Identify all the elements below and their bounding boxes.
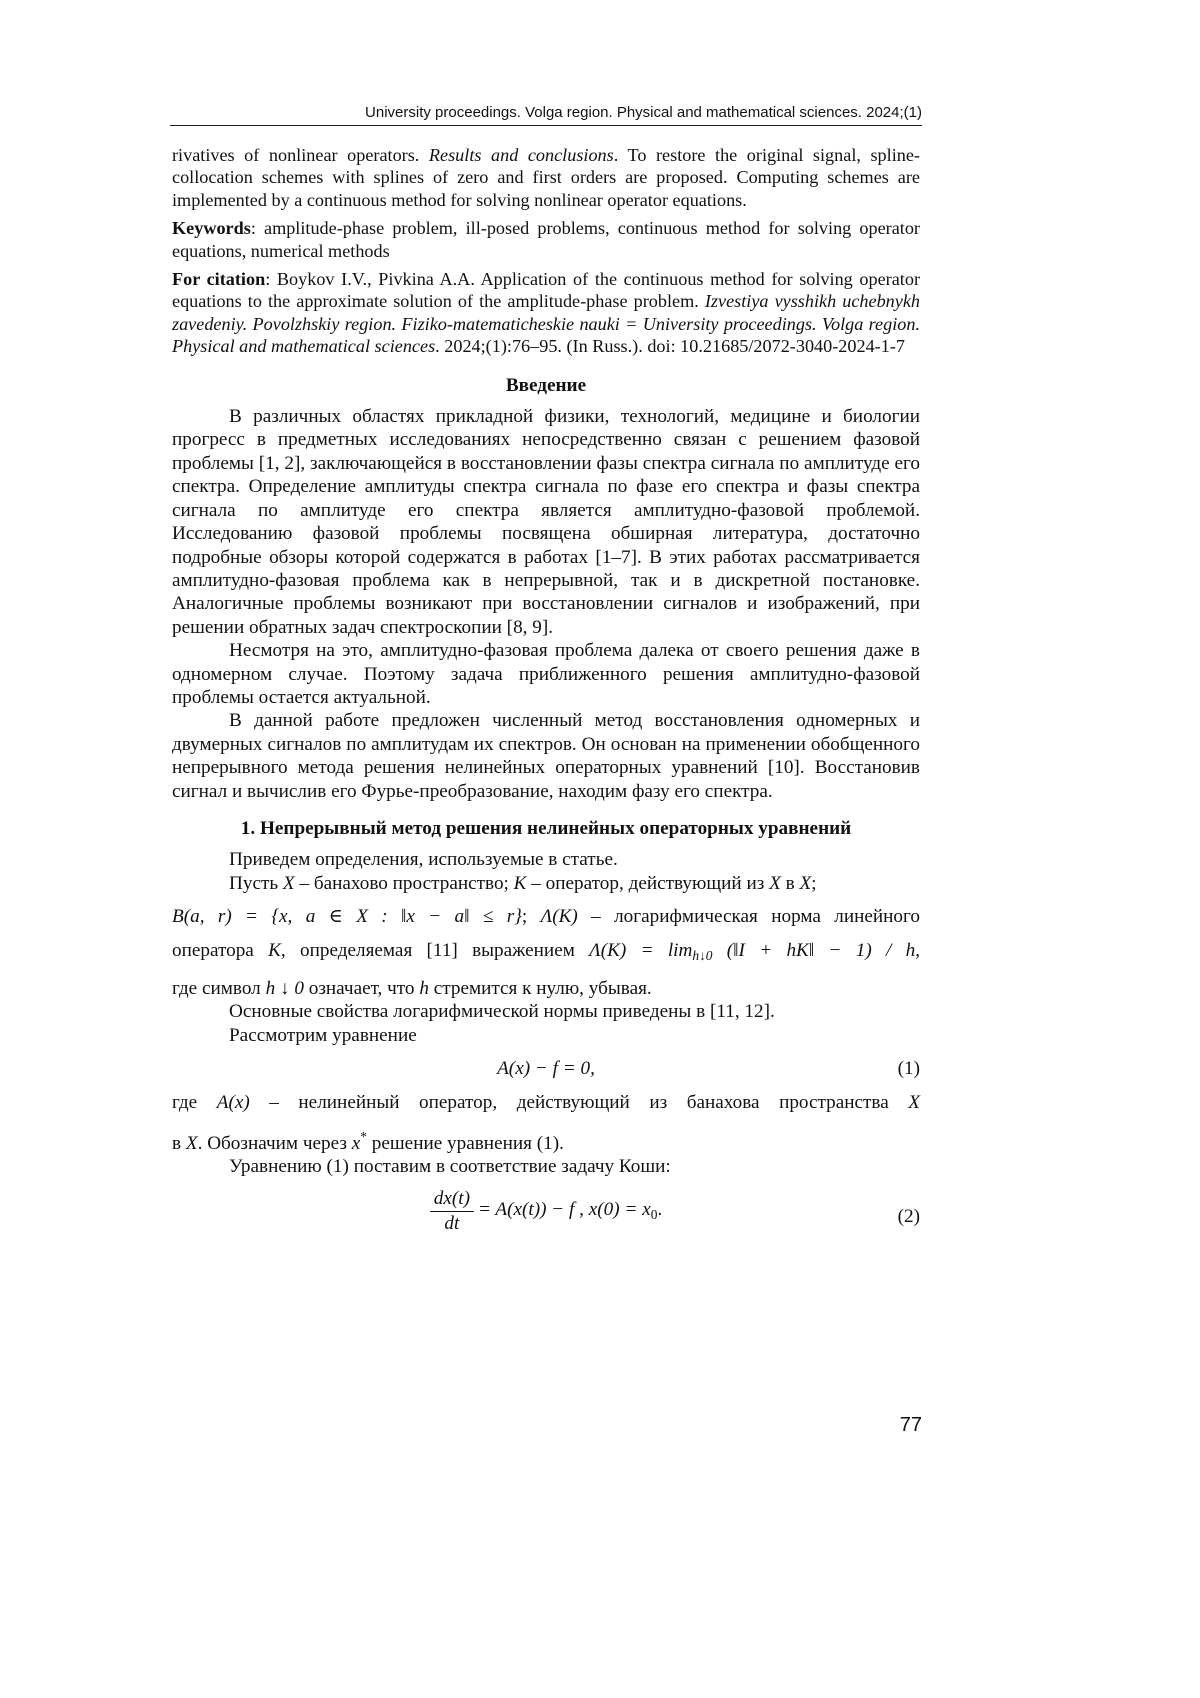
results-label: Results and conclusions	[428, 145, 614, 165]
intro-paragraph-1: В различных областях прикладной физики, технологий, медицине и биологии прогресс в предметных исследованиях непосредственно связан с решением фазовой проблемы [1, 2], заключающейся в восстановлении фазы спектра сигнала по амплитуде его спектра. Определение амплитуды спектра сигнала по фазе его спектра и фазы спектра сигнала по амплитуде его спектра является амплитудно-фазовой проблемой. Исследованию фазовой проблемы посвящена обширная литература, достаточно подробные обзоры которой содержатся в работах [1–7]. В этих работах рассматривается амплитудно-фазовая проблема как в непрерывной, так и в дискретной постановке. Аналогичные проблемы возникают при восстановлении сигналов и изображений, при решении обратных задач спектроскопии [8, 9].	[172, 406, 920, 638]
equation-2	[172, 1185, 920, 1249]
lognorm-description: – логарифмическая норма линейного	[591, 906, 921, 928]
citation-label: For citation	[172, 269, 266, 290]
abstract-text-b: . To restore the original signal, spline-collocation schemes with splines of zero and first orders are proposed. Computing schemes are implemented by a continuous method for solving nonlinear operator equations.	[172, 145, 920, 210]
keywords	[172, 217, 920, 262]
abstract-tail	[172, 144, 920, 211]
equation-2-number: (2)	[897, 1205, 920, 1227]
lognorm-formula: $\Lambda(K) = \lim_{h↓0}$ (‖I + hK‖ − 1) / h	[589, 939, 916, 963]
ball-formula: B(a, r) = {x, a ∈ X : ‖x − a‖ ≤ r}	[172, 906, 522, 928]
section1-heading: 1. Непрерывный метод решения нелинейных операторных уравнений	[240, 817, 852, 839]
section1-paragraph-9: Уравнению (1) поставим в соответствие задачу Коши:	[229, 1156, 671, 1178]
section1-paragraph-5: Основные свойства логарифмической нормы приведены в [11, 12].	[229, 1001, 775, 1023]
intro-paragraph-3: В данной работе предложен численный метод восстановления одномерных и двумерных сигналов по амплитудам их спектров. Он основан на применении обобщенного непрерывного метода решения нелинейных операторных уравнений [10]. Восстановив сигнал и вычислив его Фурье-преобразование, находим фазу его спектра.	[172, 710, 920, 802]
intro-heading: Введение	[505, 374, 587, 396]
equation-1-formula: A(x) − f = 0,	[497, 1058, 595, 1080]
ball-definition-line: B(a, r) = {x, a ∈ X : ‖x − a‖ ≤ r}; Λ(K) – логарифмическая норма линейного	[172, 906, 921, 928]
intro-paragraph-2: Несмотря на это, амплитудно-фазовая проблема далека от своего решения даже в одномерном случае. Поэтому задача приближенного решения амплитудно-фазовой проблемы остается актуальной.	[172, 640, 920, 708]
equation-1	[172, 1047, 920, 1091]
derivative-fraction: $\frac{dx(t)}{dt}$	[430, 1187, 474, 1236]
lognorm-definition-line: оператора K, определяемая [11] выражением $\Lambda(K) = \lim_{h↓0}$ (‖I + hK‖ − 1) / h,	[172, 939, 920, 963]
citation-text-b: . 2024;(1):76–95. (In Russ.). doi: 10.21685/2072-3040-2024-1-7	[435, 336, 905, 357]
equation-2-formula: $\frac{dx(t)}{dt}$ = A(x(t)) − f , $x(0) = x_0$.	[430, 1199, 662, 1220]
section1-paragraph-4: где символ h ↓ 0 означает, что h стремится к нулю, убывая.	[172, 978, 652, 1000]
section1-paragraph-6: Рассмотрим уравнение	[229, 1024, 417, 1046]
abstract-text-a: rivatives of nonlinear operators.	[172, 145, 429, 165]
citation	[172, 268, 920, 358]
running-header: University proceedings. Volga region. Physical and mathematical sciences. 2024;(1)	[170, 104, 922, 126]
section1-paragraph-8: в X. Обозначим через x* решение уравнения (1).	[172, 1128, 564, 1154]
page-content	[172, 144, 920, 1249]
h-down-formula: h ↓ 0	[265, 978, 304, 1000]
section1-paragraph-7: где A(x) – нелинейный оператор, действующий из банахова пространства X	[172, 1092, 921, 1114]
section1-paragraph-2: Пусть X – банахово пространство; K – оператор, действующий из X в X;	[229, 872, 817, 894]
citation-journal: Izvestiya vysshikh uchebnykh zavedeniy. Povolzhskiy region. Fiziko-matematicheskie nauki = University proceedings. Volga region. Physical and mathematical sciences	[172, 291, 920, 357]
citation-text-a: : Boykov I.V., Pivkina A.A. Application of the continuous method for solving operator equations to the approximate solution of the amplitude-phase problem.	[172, 269, 920, 312]
section1-paragraph-1: Приведем определения, используемые в статье.	[229, 849, 618, 871]
keywords-text: : amplitude-phase problem, ill-posed problems, continuous method for solving operator equations, numerical methods	[172, 218, 920, 261]
x-star: x*	[351, 1128, 367, 1154]
equation-1-number: (1)	[897, 1058, 920, 1080]
lambda-k: Λ(K)	[540, 906, 578, 928]
keywords-label: Keywords	[172, 218, 251, 239]
page-number: 77	[899, 1414, 922, 1436]
